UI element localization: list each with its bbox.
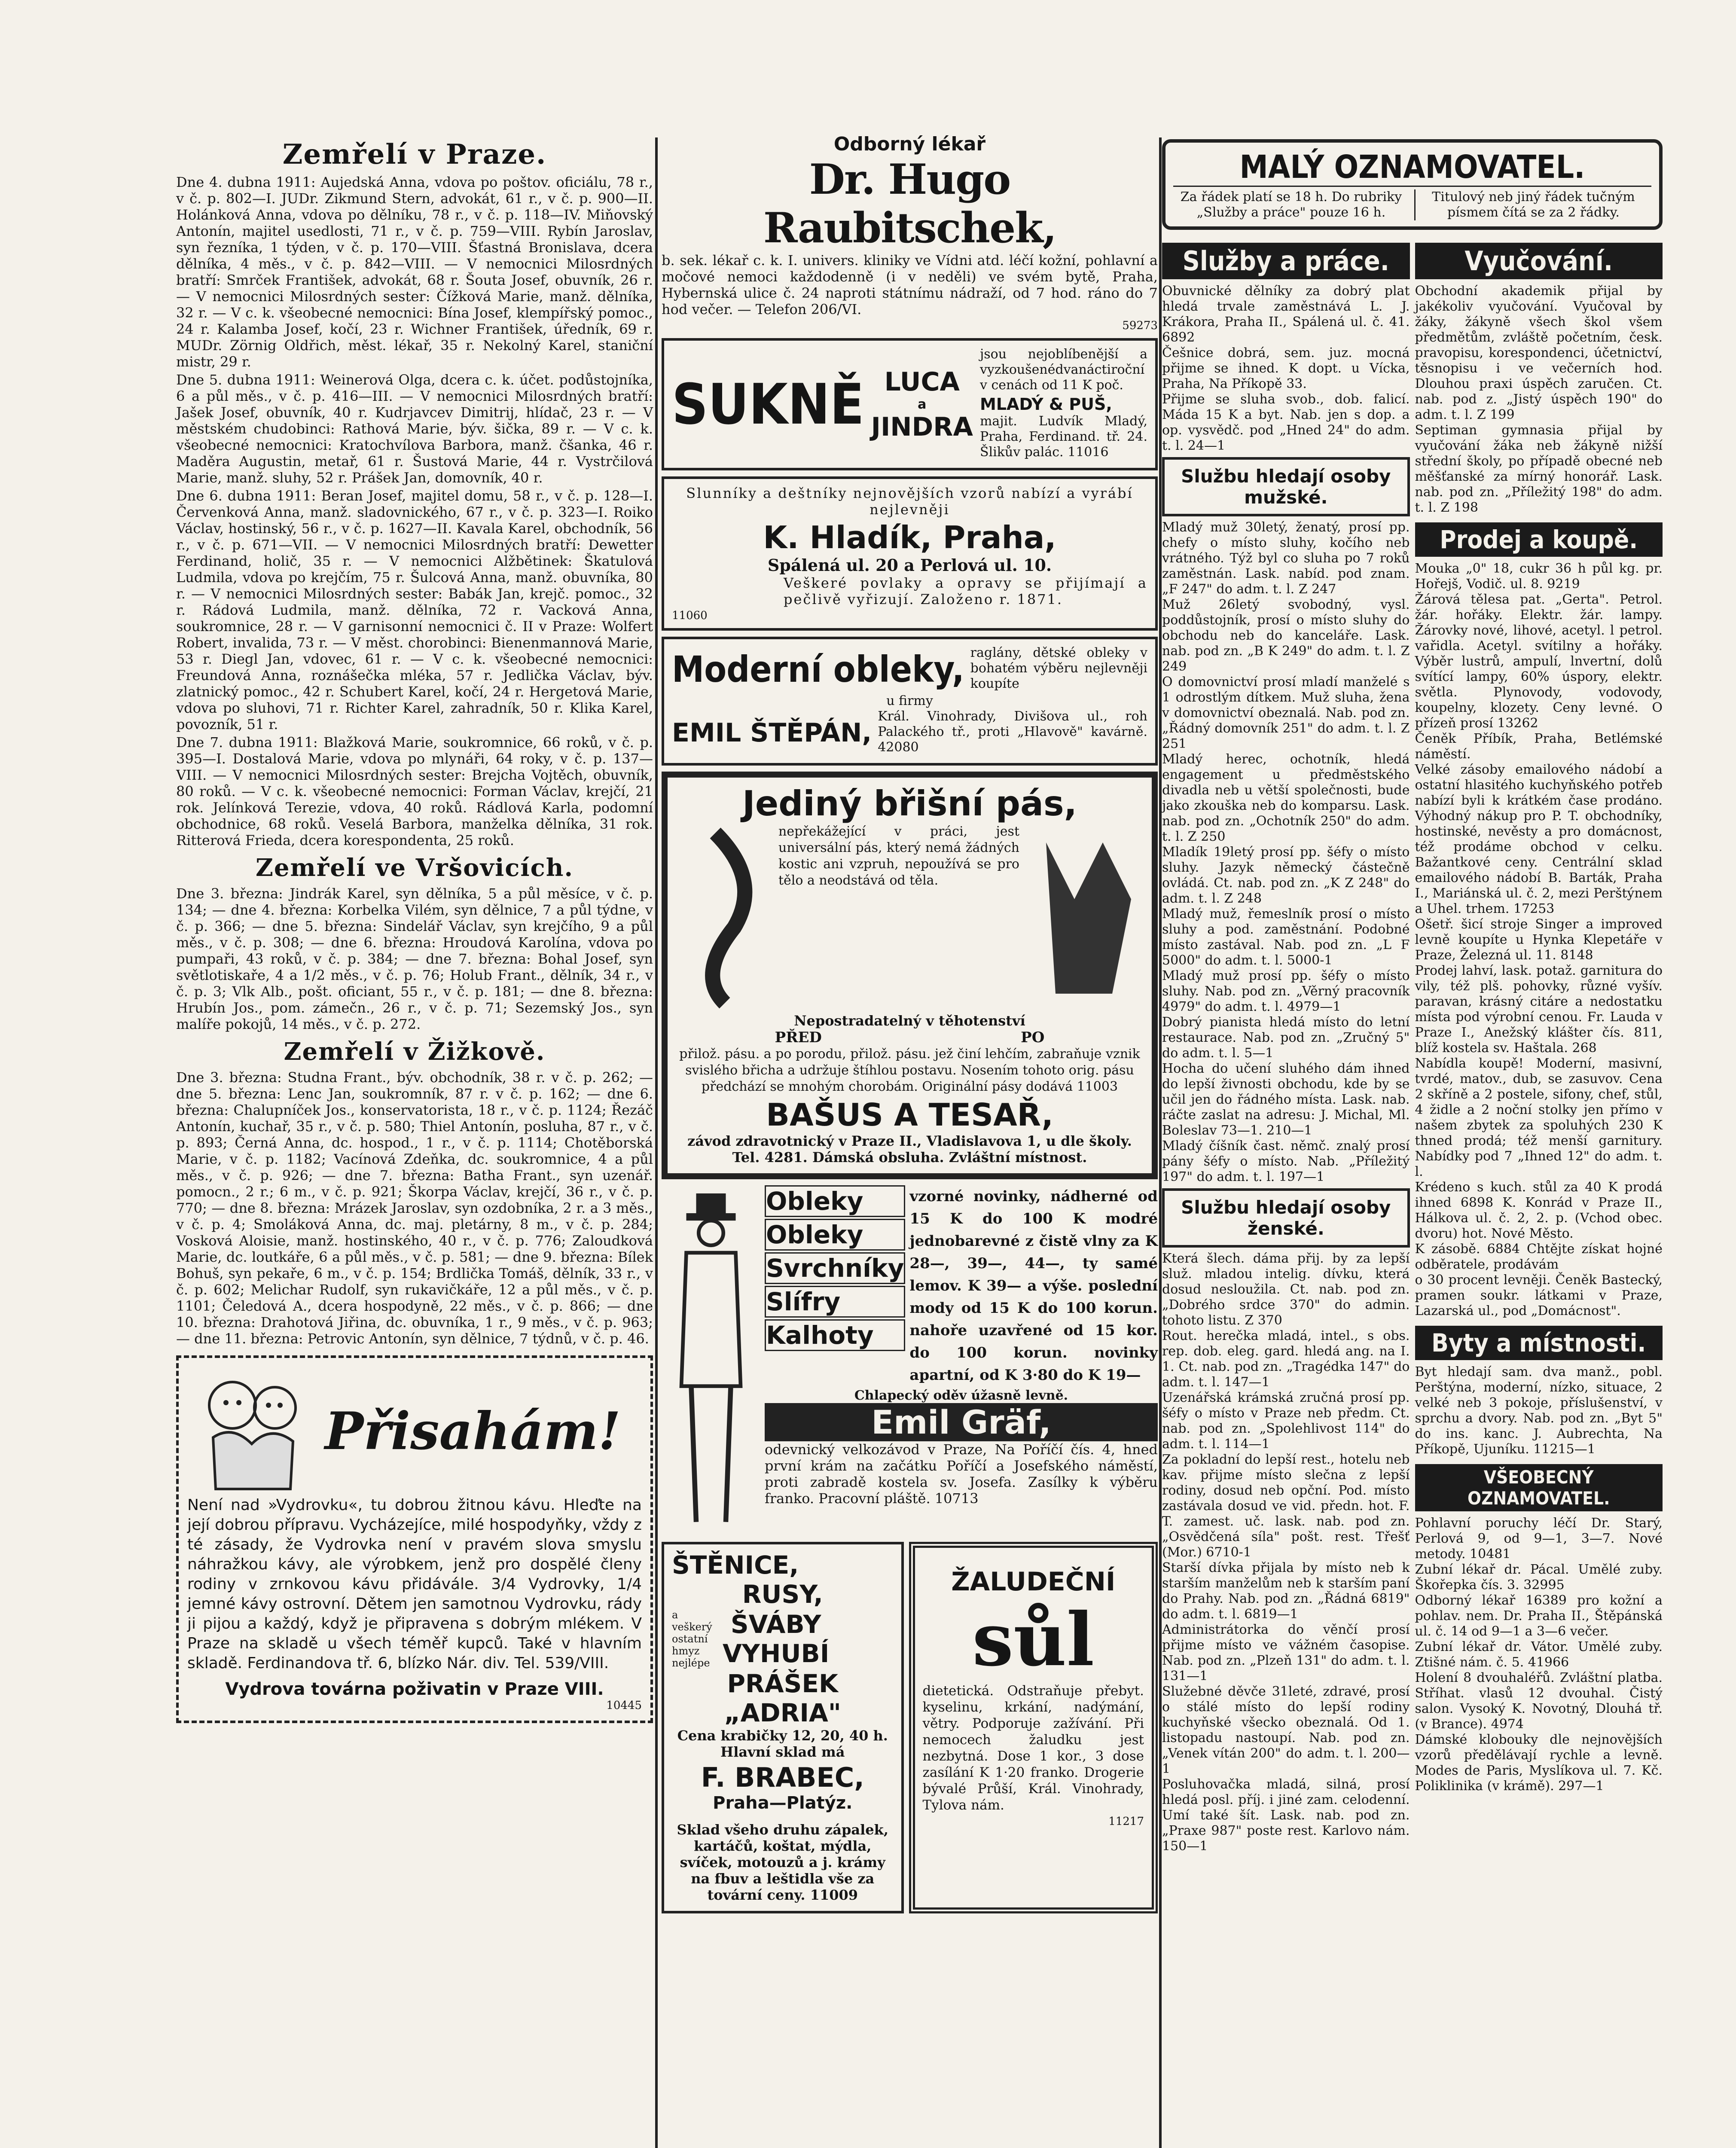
firmy: u firmy [886,693,933,708]
sukne-jindra: JINDRA [871,412,973,442]
muz-ads: Mladý muž 30letý, ženatý, prosí pp. chefy o místo sluhy, kočího neb vrátného. Týž byl co sluha po 7 roků zaměstnán. Lask. nabíd. pod znam. „F 247" do adm. t. l. Z 247 Muž 26letý svobodný, vysl. poddůstojník, prosí o místo sluhy do obchodu neb do kanceláře. Lask. nab. pod zn. „B K 249" do adm. t. l. Z 249 O domovnictví prosí mladí manželé s 1 odrostlým dítkem. Muž sluha, žena v domovnictví obeznalá. Nab. pod zn. „Řádný domovník 251" do adm. t. l. Z 251 Mladý herec, ochotník, hledá engagement u předměstského divadla neb u větší společnosti, bude jako zkouška neb do komparsu. Lask. nab. pod zn. „Ochotník 250" do adm. t. l. Z 250 Mladík 19letý prosí pp. šéfy o místo sluhy. Jazyk německý částečně ovládá. Ct. nab. pod zn. „K Z 248" do adm. t. l. Z 248 Mladý muž, řemeslník prosí o místo sluhy a pod. zaměstnání. Podobné místo zastával. Nab. pod zn. „L F 5000" do adm. t. l. 5000-1 Mladý muž prosí pp. šéfy o místo sluhy. Nab. pod zn. „Věrný pracovník 4979" do adm. t. l. 4979—1 Dobrý pianista hledá místo do letní restaurace. Nab. pod zn. „Zručný 5" do adm. t. l. 5—1 Hocha do učení sluhého dám ihned do lepší živnosti obchodu, kde by se učil jen do řádného místa. Lask. nab. ráčte zaslat na adresu: J. Michal, Ml. Boleslav 73—1. 210—1 Mladý číšník čast. němč. znalý prosí pány šéfy o místo. Nab. „Příležitý 197" do adm. t. l. 197—1 [1162,520,1410,1184]
adria-side: a veškerý ostatní hmyz nejlépe [672,1609,712,1669]
children-illustration-icon [187,1367,316,1495]
after-label: PO [1021,1029,1045,1046]
brabec-text: Sklad všeho druhu zápalek, kartáčů, koštat, mýdla, svíček, motouzů a j. krámy na fbuv a leštidla vše za tovární ceny. 11009 [677,1822,888,1903]
deaths-zizkov: Dne 3. března: Studna Frant., býv. obchodník, 38 r. v č. p. 262; — dne 5. března: Lenc Jan, soukromník, 87 r. v č. p. 162; — dne 6. března: Chalupníček Jos., konservatorista, 18 r., v č. p. 1124; Řezáč Antonín, kuchař, 35 r., v č. p. 580; Thiel Antonín, posluha, 87 r., v č. p. 893; Černá Anna, dc. hospod., 1 r., v č. p. 1114; Chotěborská Marie, v č. p. 1182; Vacínová Zdeňka, dc. soukromnice, 4 a půl měs., v č. p. 926; — dne 7. března: Batha Frant., syn uzenář. pomocn., 2 r.; 6 m., v č. p. 921; Škorpa Václav, krejčí, 36 r., v č. p. 770; — dne 8. března: Mrázek Jaroslav, syn ozdobníka, 2 r. a 3 měs., v č. p. 4; Smoláková Anna, dc. maj. pletárny, 8 m., v č. p. 284; Vosková Aloisie, manž. hostinského, 40 r., v č. p. 776; Zaloudková Marie, dc. loutkáře, 6 a půl měs., v č. p. 581; — dne 9. března: Bílek Bohuš, syn pekaře, 6 m., v č. p. 154; Brdlička Tomáš, dělník, 33 r., v č. p. 602; Melichar Rudolf, syn rukavičkáře, 12 a půl měs., v č. p. 1101; Čeledová A., dcera hospodyně, 22 měs., v č. p. 866; — dne 10. března: Drahotová Jiřina, dc. obuvníka, 1 r., 9 měs., v č. p. 963; — dne 11. března: Petrovic Antonín, syn dělnice, 7 týdnů, v č. p. 46. [176,1069,653,1347]
hladik-address: Spálená ul. 20 a Perlová ul. 10. [767,555,1052,575]
deaths-april-5: Dne 5. dubna 1911: Weinerová Olga, dcera c. k. účet. podůstojníka, 6 a půl měs., v č. p. 416—III. — V nemocnici Milosrdných bratří: Jašek Josef, obuvník, 40 r. Kudrjavcev Dimitrij, hlídač, 23 r. — V městském chudobinci: Rathová Marie, býv. šička, 89 r. — V c. k. všeobecné nemocnici: Kratochvílova Barbora, manž. čšanka, 46 r. Maděra Augustin, metař, 61 r. Šustová Marie, 44 r. Vystrčilová Marie, manž. sluhy, 52 r. Prášek Jan, domovník, 40 r. [176,372,653,486]
graf-ad [662,1185,1158,1538]
vyucovani-ads: Obchodní akademik přijal by jakékoliv vyučování. Vyučoval by žáky, žákyně všech škol všem předmětům, zvláště početním, česk. pravopisu, korespondenci, účetnictví, těsnopisu i ve večerních hod. Dlouhou praxi úspěch zaručen. Ct. nab. pod z. „Jistý úspěch 190" do adm. t. l. Z 199 Septiman gymnasia přijal by vyučování žáka neb žákyně nižší střední školy, po případě obecné neb měšťanské za mírný honorář. Lask. nab. pod zn. „Příležitý 198" do adm. t. l. Z 198 [1415,284,1663,515]
adria-line-4: PRÁŠEK [727,1669,838,1698]
maly-oznamovatel [1162,139,1663,230]
sukne-a: a [918,397,927,412]
sukne-luca: LUCA [884,366,960,397]
vseobecny-ads: Pohlavní poruchy léčí Dr. Starý, Perlová 9, od 9—1, 3—7. Nové metody. 10481 Zubní lékař dr. Pácal. Umělé zuby. Škořepka čís. 3. 32995 Odborný lékař 16389 pro kožní a pohlav. nem. Dr. Praha II., Štěpánská ul. č. 14 od 9—1 a 3—6 večer. Zubní lékař dr. Vátor. Umělé zuby. Ztišné nám. č. 5. 41966 Holení 8 dvouhaléřů. Zvláštní platba. Stříhat. vlasů 12 dvouhal. Čistý salon. Vysoký K. Novotný, Dlouhá tř. (v Brance). 4974 Dámské klobouky dle nejnovějších vzorů předělávají rychle a levně. Modes de Paris, Myslíkova ul. 7. Kč. Poliklinika (v krámě). 297—1 [1415,1516,1663,1794]
belt-ad [662,772,1158,1179]
hladik-number: 11060 [672,609,708,622]
hladik-name: K. Hladík, Praha, [763,519,1056,555]
vydrovka-ad [176,1355,653,1723]
column-left [176,133,653,1723]
adria-line-1: RUSY, [742,1580,823,1609]
belt-text1: nepřekážející v práci, jest universální pás, který nemá žádných kostic ani vzpruh, nepoužívá se pro tělo a neodstává od těla. [778,824,1019,888]
hladik-ad [662,476,1158,631]
stepan-name: EMIL ŠTĚPÁN, [672,718,872,748]
sukne-text: jsou nejoblíbenější a vyzkoušenédvanáctiroční v cenách od 11 K poč. [979,347,1147,393]
vydrovka-text: Není nad »Vydrovku«, tu dobrou žitnou kávu. Hleďte na její dobrou přípravu. Vycházejíce, milé hospodyňky, vždy z té zásady, že Vydrovka není v pravém slova smyslu náhražkou kávy, ale výrobkem, jenž pro dospělé členy rodiny v zrnkovou kávu přidávále. 3/4 Vydrovky, 1/4 jemné kávy ostrovní. Dětem jen samotnou Vydrovku, rády ji pijou a každý, když je připravena s dobrým mlékem. V Praze na skladě u všech téměř kupců. Také v hlavním skladě. Ferdinandova tř. 6, blízko Nár. div. Tel. 539/VIII. [187,1496,642,1672]
column-rule-1 [655,137,658,2148]
zal-sul: sůl [972,1597,1095,1683]
mlady-text: majit. Ludvík Mladý, Praha, Ferdinand. tř. 24. Šlikův palác. 11016 [979,414,1147,460]
basus-name: BAŠUS A TESAŘ, [766,1097,1053,1133]
zal-number: 11217 [1108,1815,1144,1828]
basus-address: závod zdravotnický v Praze II., Vladislavova 1, u dle školy. Tel. 4281. Dámská obsluha. Zvláštní místnost. [687,1133,1132,1166]
maly-title: MALÝ OZNAMOVATEL. [1239,149,1585,186]
byty-ads: Byt hledají sam. dva manž., pobl. Perštýna, moderní, nízko, situace, 2 velké neb 3 pokoje, příslušenství, v sprchu a dvory. Nab. pod zn. „Byt 5" do ins. kanc. J. Aubrechta, Na Příkopě, Ujuníku. 11215—1 [1415,1364,1663,1457]
hladik-text1: Slunníky a deštníky nejnovějších vzorů nabízí a vyrábí nejlevněji [686,485,1133,518]
before-label: PŘED [775,1029,822,1046]
gentleman-figure-icon [662,1185,760,1538]
belt-text3: přilož. pásu. a po porodu, přilož. pásu. jež činí lehčím, zabraňuje vznik svislého břicha a udržuje štíhlou postavu. Nosením tohoto orig. pásu předchází se mnohým chorobám. Originální pásy dodává 11003 [679,1047,1140,1094]
heading-zizkov: Zemřelí v Žižkově. [284,1037,546,1066]
sukne-title: SUKNĚ [672,372,864,437]
raubitschek-number: 59273 [1122,319,1158,332]
adria-ad [662,1542,904,1913]
adria-line-5: „ADRIA" [724,1698,841,1727]
raubitschek-top: Odborný lékař [833,133,986,155]
tag-muz: Službu hledají osoby mužské. [1162,457,1410,516]
brabec-address: Praha—Platýz. [713,1793,853,1813]
graf-address: odevnický velkozávod v Praze, Na Poříčí čís. 4, hned první krám na začátku Poříčí a Josefského náměstí, proti zabradě kostela sv. Josefa. Zasílky k výběru franko. Pracovní pláště. 10713 [765,1441,1158,1507]
vydrovka-title: Přisahám! [325,1400,621,1461]
zaludecni-ad [909,1542,1158,1913]
heading-praha: Zemřelí v Praze. [282,138,547,171]
tag-sluzby: Služby a práce. [1162,243,1410,279]
zal-title: ŽALUDEČNÍ [951,1567,1116,1597]
deaths-april-6: Dne 6. dubna 1911: Beran Josef, majitel domu, 58 r., v č. p. 128—I. Červenková Anna, manž. sladovnického, 67 r., v č. p. 323—I. Roiko Václav, hostinský, 56 r., v č. p. 1627—II. Kavala Karel, obchodník, 56 r., v č. p. 671—VII. — V nemocnici Milosrdných bratří: Dewetter Ferdinand, holič, 35 r. — V nemocnici Alžbětinek: Škatulová Ludmila, vdova po krejčím, 75 r. Šulcová Anna, manž. obuvníka, 80 r. — V nemocnici Milosrdných sester: Babák Jan, krejč. pomoc., 32 r. Rádová Ludmila, manž. dělníka, 72 r. Vacková Anna, soukromnice, 28 r. — V garnisonní nemocnici č. II v Praze: Wolfert Robert, invalida, 73 r. — V měst. chorobinci: Bienenmannová Marie, 53 r. Diegl Jan, vdovec, 61 r. — V c. k. všeobecné nemocnici: Freundová Anna, roznášečka mléka, 57 r. Jedlička Václav, býv. zlatnický pomoc., 42 r. Schubert Karel, kočí, 24 r. Hergetová Marie, vdova po sluhovi, 71 r. Richter Karel, zahradník, 50 r. Klika Karel, povozník, 51 r. [176,488,653,732]
graf-item-1: Obleky [765,1219,905,1251]
adria-line-0: ŠTĚNICE, [672,1550,799,1580]
hladik-text2: Veškeré povlaky a opravy se přijímají a pečlivě vyřizují. Založeno r. 1871. [784,575,1147,607]
belt-text2: Nepostradatelný v těhotenství [794,1013,1025,1029]
belt-after-icon [1024,824,1144,1013]
graf-item-3: Slífry [765,1286,905,1318]
raubitschek-name: Dr. Hugo Raubitschek, [763,155,1056,252]
graf-item-2: Svrchníky [765,1252,905,1284]
tag-vyucovani: Vyučování. [1415,243,1663,279]
graf-sub: Chlapecký oděv úžasně levně. [854,1388,1068,1403]
brabec-name: F. BRABEC, [701,1762,864,1793]
deaths-vrsovice: Dne 3. března: Jindrák Karel, syn dělníka, 5 a půl měsíce, v č. p. 134; — dne 4. března: Korbelka Vilém, syn dělnice, 7 a půl týdne, v č. p. 366; — dne 5. března: Sindelář Václav, syn krejčího, 9 a půl měs., v č. p. 308; — dne 6. března: Hroudová Karolína, vdova po pumpaři, 43 roků, v č. p. 384; — dne 7. března: Bohal Josef, syn světlotiskaře, 4 a 1/2 měs., v č. p. 76; Holub Frant., dělník, 34 r., v č. p. 3; Vlk Alb., pošt. oficiant, 55 r., v č. p. 181; — dne 8. března: Hrubín Jos., pom. zámečn., 26 r., v č. p. 71; Sezemský Jos., syn malíře pokojů, 14 měs., v č. p. 272. [176,885,653,1032]
tag-byty: Byty a místnosti. [1415,1326,1663,1360]
mlady-pus: MLADÝ & PUŠ, [979,395,1112,414]
deaths-april-7: Dne 7. dubna 1911: Blažková Marie, soukromnice, 66 roků, v č. p. 395—I. Dostalová Marie, vdova po mlynáři, 64 roky, v č. p. 137—VIII. — V nemocnici Milosrdných sester: Brejcha Vojtěch, obuvník, 80 roků. — V c. k. všeobecné nemocnici: Forman Václav, krejčí, 21 rok. Jelínková Terezie, vdova, 40 roků. Rádlová Karla, podomní obchodnice, 68 roků. Veselá Barbora, manželka dělníka, 31 rok. Ritterová Frieda, dcera korespondenta, 25 roků. [176,734,653,848]
adria-line-2: ŠVÁBY [730,1610,821,1639]
graf-item-4: Kalhoty [765,1319,905,1351]
column-rule-2 [1159,137,1162,2148]
zen-ads: Která šlech. dáma přij. by za lepší služ. mladou intelig. dívku, která dosud nesloužila. Ct. nab. pod zn. „Dobrého srdce 370" do admin. tohoto listu. Z 370 Rout. herečka mladá, intel., s obs. rep. dob. eleg. gard. hledá ang. na I. 1. Ct. nab. pod zn. „Tragédka 147" do adm. t. l. 147—1 Uzenářská krámská zručná prosí pp. šéfy o místo v Praze neb předm. Ct. nab. pod zn. „Spolehlivost 114" do adm. t. l. 114—1 Za pokladní do lepší rest., hotelu neb kav. přijme místo slečna z lepší rodiny, dosud neb opční. Pod. místo zastávala dosud ve vid. předn. hot. F. T. zamest. uč. lask. nab. pod zn. „Osvědčená síla" pošt. rest. Třešť (Mor.) 6710-1 Starší dívka přijala by místo neb k starším manželům neb k starším paní do Prahy. Nab. pod zn. „Řádná 6819" do adm. t. l. 6819—1 Administrátorka do věnčí prosí přijme místo ve vážném časopise. Nab. pod zn. „Plzeň 131" do adm. t. l. 131—1 Služebné děvče 31leté, zdravé, prosí o stálé místo do lepší rodiny kuchyňské všecko obeznalá. Od 1. listopadu nastoupí. Nab. pod zn. „Venek vítán 200" do adm. t. l. 200—1 Posluhovačka mladá, silná, prosí hledá posl. příj. i jiné zam. celodenní. Umí také šít. Lask. nab. pod zn. „Praxe 987" poste rest. Karlovo nám. 150—1 [1162,1251,1410,1854]
adria-line-3: VYHUBÍ [723,1639,830,1668]
obleky-side: raglány, dětské obleky v bohatém výběru nejlevněji koupíte [970,645,1147,691]
vydrovka-footer: Vydrova továrna poživatin v Praze VIII. [225,1679,604,1699]
belt-before-icon [675,824,774,1013]
tag-zen: Službu hledají osoby ženské. [1162,1188,1410,1248]
heading-vrsovice: Zemřelí ve Vršovicích. [256,854,574,882]
tag-vseobecny: VŠEOBECNÝ OZNAMOVATEL. [1415,1464,1663,1511]
stepan-address: Král. Vinohrady, Divišova ul., roh Palackého tř., proti „Hlavově" kavárně. 42080 [878,709,1147,755]
vydrovka-number: 10445 [606,1699,642,1712]
stepan-ad [662,637,1158,766]
raubitschek-text: b. sek. lékař c. k. I. univers. kliniky ve Vídni atd. léčí kožní, pohlavní a močové nemoci každodenně (i v neděli) ve svém bytě, Praha, Hybernská ulice č. 24 naproti státnímu nádraží, od 7 hod. ráno do 7 hod večer. — Telefon 206/VI. [662,252,1158,317]
tag-prodej: Prodej a koupě. [1415,522,1663,557]
prodej-ads: Mouka „0" 18, cukr 36 h půl kg. pr. Hořejš, Vodič. ul. 8. 9219 Žárová tělesa pat. „Gerta". Petrol. žár. hořáky. Elektr. žár. lampy. Žárovky nové, lihové, acetyl. l petrol. vařidla. Acetyl. svítilny a hořáky. Výběr lustrů, ampulí, lnvertní, dolů svítící lampy, 60% úspory, elektr. světla. Plynovody, vodovody, koupelny, klozety. Ceny levné. O přízeň prosí 13262 Čeněk Příbík, Praha, Betlémské náměstí. Velké zásoby emailového nádobí a ostatní hlasitého kuchyňského potřeb nabízí byli k krátkém čase prodáno. Výhodný nákup pro P. T. obchodníky, hostinské, nevěsty a pro domácnost, též prodáme obchod v celku. Bažantkové ceny. Centrální sklad emailového nádobí B. Barták, Praha I., Mariánská ul. č. 2, mezi Perštýnem a Uhel. trhem. 17253 Ošetř. šicí stroje Singer a improved levně koupíte u Hynka Klepetáře v Praze, Železná ul. 11. 8148 Prodej lahví, lask. potaž. garnitura do vily, též plš. pohovky, různé vyšív. paravan, krásný citáre a nedostatku místa pod výrobní cenou. Fr. Lauda v Praze I., Anežský klášter čís. 811, blíž kostela sv. Haštala. 268 Nabídla koupě! Moderní, masivní, tvrdé, matov., dub, se zasuvov. Cena 2 skříně a 2 postele, sifony, chef, stůl, 4 židle a 2 noční stolky jen přímo v našem zbytek za spoluhých 230 K thned prodá; též menší garnitury. Nabídky pod 7 „Ihned 12" do adm. t. l. Krédeno s kuch. stůl za 40 K prodá ihned 6898 K. Konrád v Praze II., Hálkova ul. č. 2, 2. p. (Vchod obec. dvoru) hot. Nové Město. K zásobě. 6884 Chtějte získat hojné odběratele, prodávám o 30 procent levněji. Čeněk Bastecký, pramen soukr. látkami v Praze, Lazarská ul., pod „Domácnost". [1415,561,1663,1318]
raubitschek-ad [662,133,1158,332]
belt-title: Jediný břišní pás, [742,784,1077,824]
price-left: Za řádek platí se 18 h. Do rubriky „Služby a práce" pouze 16 h. [1180,189,1402,220]
column-right [1162,133,1663,1856]
graf-name: Emil Gräf, [765,1403,1158,1441]
adria-text: Cena krabičky 12, 20, 40 h. Hlavní sklad má [677,1727,888,1760]
price-right: Titulový neb jiný řádek tučným písmem čítá se za 2 řádky. [1414,189,1651,220]
zal-text: dietetická. Odstraňuje přebyt. kyselinu, krkání, nadýmání, větry. Podporuje zažívání. Při nemocech žaludku jest nezbytná. Dose 1 kor., 3 dose zasílání K 1·20 franko. Drogerie bývalé Průší, Král. Vinohrady, Tylova nám. [922,1683,1144,1813]
sukne-ad [662,338,1158,470]
column-middle [662,133,1158,1913]
deaths-april-4: Dne 4. dubna 1911: Aujedská Anna, vdova po poštov. oficiálu, 78 r., v č. p. 802—I. JUDr. Zikmund Stern, advokát, 61 r., v č. p. 900—II. Holánková Anna, vdova po dělníku, 78 r., v č. p. 118—IV. Miňovský Antonín, majitel usedlosti, 71 r., v č. p. 759—VIII. Rybín Jaroslav, syn řezníka, 1 týden, v č. p. 170—VIII. Šťastná Bronislava, dcera dělníka, 4 měs., v č. p. 842—VIII. — V nemocnici Milosrdných bratří: Smrček František, advokát, 68 r. Šouta Josef, obuvník, 26 r. — V nemocnici Milosrdných sester: Čížková Marie, manž. dělníka, 32 r. — V c. k. všeobecné nemocnici: Bína Josef, klempířský pomoc., 24 r. Kalamba Josef, kočí, 23 r. Wichner František, úředník, 69 r. MUDr. Zörnig Oldřich, měst. lékař, 35 r. Nekolný Karel, staniční mistr, 29 r. [176,174,653,370]
graf-text: vzorné novinky, nádherné od 15 K do 100 K modré jednobarevné z čistě vlny za K 28—, 39—, 44—, ty samé lemov. K 39— a výše. poslední mody od 15 K do 100 korun. nahoře uzavřené od 15 kor. do 100 korun. novinky apartní, od K 3·80 do K 19— [909,1188,1158,1384]
graf-item-0: Obleky [765,1185,905,1217]
obleky-title: Moderní obleky, [672,648,964,690]
sluzby-ads: Obuvnické dělníky za dobrý plat hledá trvale zaměstnává L. J. Krákora, Praha II., Spálená ul. č. 41. 6892 Češnice dobrá, sem. juz. mocná přijme se ihned. K dopt. u Vícka, Praha, Na Příkopě 33. Přijme se sluha svob., dob. falicí. Máda 15 K a byt. Nab. jen s dop. a op. vysvědč. pod „Hned 24" do adm. t. l. 24—1 [1162,284,1410,453]
